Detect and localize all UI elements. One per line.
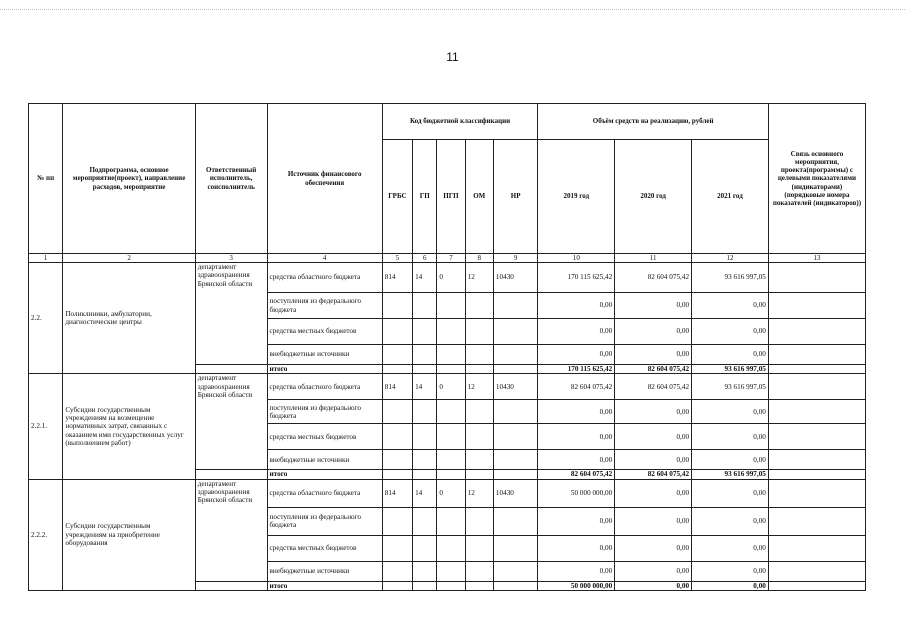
colnum: 13 bbox=[768, 254, 865, 263]
y2021-cell: 0,00 bbox=[692, 450, 769, 470]
header-executor: Ответственный исполнитель, соисполнитель bbox=[195, 104, 267, 254]
y2019-cell: 50 000 000,00 bbox=[538, 479, 615, 507]
y2019-cell: 0,00 bbox=[538, 319, 615, 345]
y2019-cell: 0,00 bbox=[538, 400, 615, 424]
total-y2019: 50 000 000,00 bbox=[538, 581, 615, 590]
page-number: 11 bbox=[446, 50, 459, 64]
y2019-cell: 0,00 bbox=[538, 293, 615, 319]
grbs-cell: 814 bbox=[382, 479, 412, 507]
total-label: итого bbox=[267, 470, 382, 479]
header-budget-code: Код бюджетной классификации bbox=[382, 104, 538, 140]
source-cell: внебюджетные источники bbox=[267, 450, 382, 470]
y2020-cell: 0,00 bbox=[615, 479, 692, 507]
total-label: итого bbox=[267, 365, 382, 374]
source-cell: поступления из федерального бюджета bbox=[267, 507, 382, 535]
y2021-cell: 0,00 bbox=[692, 293, 769, 319]
colnum: 7 bbox=[437, 254, 465, 263]
om-cell: 12 bbox=[465, 374, 493, 400]
y2021-cell: 0,00 bbox=[692, 424, 769, 450]
y2019-cell: 0,00 bbox=[538, 345, 615, 365]
colnum: 2 bbox=[63, 254, 195, 263]
np-cell: 10430 bbox=[493, 479, 538, 507]
gp-cell: 14 bbox=[413, 479, 437, 507]
y2020-cell: 0,00 bbox=[615, 319, 692, 345]
item-code: 2.2. bbox=[29, 263, 63, 374]
item-executor: департамент здравоохранения Брянской области bbox=[195, 479, 267, 581]
item-title: Поликлиники, амбулатории, диагностические центры bbox=[63, 263, 195, 374]
y2020-cell: 0,00 bbox=[615, 424, 692, 450]
header-y2019: 2019 год bbox=[538, 140, 615, 254]
colnum: 3 bbox=[195, 254, 267, 263]
item-executor: департамент здравоохранения Брянской области bbox=[195, 263, 267, 365]
y2021-cell: 0,00 bbox=[692, 479, 769, 507]
om-cell: 12 bbox=[465, 479, 493, 507]
y2019-cell: 0,00 bbox=[538, 535, 615, 561]
source-cell: средства местных бюджетов bbox=[267, 319, 382, 345]
np-cell: 10430 bbox=[493, 263, 538, 293]
y2021-cell: 93 616 997,05 bbox=[692, 374, 769, 400]
source-cell: средства местных бюджетов bbox=[267, 424, 382, 450]
header-source: Источник финансового обеспечения bbox=[267, 104, 382, 254]
y2021-cell: 0,00 bbox=[692, 507, 769, 535]
scan-edge bbox=[0, 9, 905, 11]
table-row bbox=[29, 263, 866, 293]
grbs-cell: 814 bbox=[382, 374, 412, 400]
om-cell: 12 bbox=[465, 263, 493, 293]
total-y2021: 93 616 997,05 bbox=[692, 470, 769, 479]
item-code: 2.2.1. bbox=[29, 374, 63, 479]
pgp-cell: 0 bbox=[437, 479, 465, 507]
colnum: 11 bbox=[615, 254, 692, 263]
y2021-cell: 0,00 bbox=[692, 345, 769, 365]
y2021-cell: 0,00 bbox=[692, 561, 769, 581]
colnum: 6 bbox=[413, 254, 437, 263]
source-cell: внебюджетные источники bbox=[267, 345, 382, 365]
source-cell: средства областного бюджета bbox=[267, 479, 382, 507]
y2019-cell: 82 604 075,42 bbox=[538, 374, 615, 400]
header-om: ОМ bbox=[465, 140, 493, 254]
y2020-cell: 0,00 bbox=[615, 507, 692, 535]
y2020-cell: 0,00 bbox=[615, 450, 692, 470]
colnum: 5 bbox=[382, 254, 412, 263]
source-cell: поступления из федерального бюджета bbox=[267, 400, 382, 424]
header-subprogram: Подпрограмма, основное мероприятие(проект), направление расходов, мероприятие bbox=[63, 104, 195, 254]
source-cell: внебюджетные источники bbox=[267, 561, 382, 581]
y2021-cell: 0,00 bbox=[692, 400, 769, 424]
y2019-cell: 0,00 bbox=[538, 450, 615, 470]
header-y2021: 2021 год bbox=[692, 140, 769, 254]
y2020-cell: 0,00 bbox=[615, 345, 692, 365]
y2020-cell: 0,00 bbox=[615, 400, 692, 424]
total-y2021: 93 616 997,05 bbox=[692, 365, 769, 374]
source-cell: средства областного бюджета bbox=[267, 374, 382, 400]
grbs-cell: 814 bbox=[382, 263, 412, 293]
total-y2020: 82 604 075,42 bbox=[615, 365, 692, 374]
header-pgp: ПГП bbox=[437, 140, 465, 254]
source-cell: поступления из федерального бюджета bbox=[267, 293, 382, 319]
pgp-cell: 0 bbox=[437, 263, 465, 293]
link-cell bbox=[768, 263, 865, 293]
y2019-cell: 170 115 625,42 bbox=[538, 263, 615, 293]
y2019-cell: 0,00 bbox=[538, 507, 615, 535]
source-cell: средства областного бюджета bbox=[267, 263, 382, 293]
header-np: НР bbox=[493, 140, 538, 254]
colnum: 10 bbox=[538, 254, 615, 263]
y2020-cell: 0,00 bbox=[615, 293, 692, 319]
header-grbs: ГРБС bbox=[382, 140, 412, 254]
table-row bbox=[29, 479, 866, 507]
pgp-cell: 0 bbox=[437, 374, 465, 400]
colnum: 12 bbox=[692, 254, 769, 263]
total-y2019: 170 115 625,42 bbox=[538, 365, 615, 374]
y2020-cell: 0,00 bbox=[615, 561, 692, 581]
np-cell: 10430 bbox=[493, 374, 538, 400]
colnum: 4 bbox=[267, 254, 382, 263]
header-y2020: 2020 год bbox=[615, 140, 692, 254]
total-y2020: 0,00 bbox=[615, 581, 692, 590]
total-label: итого bbox=[267, 581, 382, 590]
y2019-cell: 0,00 bbox=[538, 424, 615, 450]
y2020-cell: 0,00 bbox=[615, 535, 692, 561]
gp-cell: 14 bbox=[413, 374, 437, 400]
y2020-cell: 82 604 075,42 bbox=[615, 263, 692, 293]
y2021-cell: 0,00 bbox=[692, 535, 769, 561]
item-code: 2.2.2. bbox=[29, 479, 63, 590]
colnum: 8 bbox=[465, 254, 493, 263]
source-cell: средства местных бюджетов bbox=[267, 535, 382, 561]
total-y2021: 0,00 bbox=[692, 581, 769, 590]
y2021-cell: 0,00 bbox=[692, 319, 769, 345]
total-y2019: 82 604 075,42 bbox=[538, 470, 615, 479]
budget-table bbox=[28, 103, 866, 591]
item-executor: департамент здравоохранения Брянской области bbox=[195, 374, 267, 470]
budget-table-frame bbox=[28, 103, 866, 595]
colnum: 1 bbox=[29, 254, 63, 263]
header-gp: ГП bbox=[413, 140, 437, 254]
item-title: Субсидии государственным учреждениям на возмещение нормативных затрат, связанных с оказанием ими государственных услуг (выполнением работ) bbox=[63, 374, 195, 479]
header-link: Связь основного мероприятия, проекта(программы) с целевыми показателями (индикаторами) (порядковые номера показателей (индикаторов)) bbox=[768, 104, 865, 254]
column-numbers-row bbox=[29, 254, 866, 263]
item-title: Субсидии государственным учреждениям на приобретение оборудования bbox=[63, 479, 195, 590]
header-volume: Объём средств на реализацию, рублей bbox=[538, 104, 768, 140]
table-row bbox=[29, 374, 866, 400]
total-y2020: 82 604 075,42 bbox=[615, 470, 692, 479]
colnum: 9 bbox=[493, 254, 538, 263]
y2019-cell: 0,00 bbox=[538, 561, 615, 581]
header-no: № пп bbox=[29, 104, 63, 254]
gp-cell: 14 bbox=[413, 263, 437, 293]
y2020-cell: 82 604 075,42 bbox=[615, 374, 692, 400]
y2021-cell: 93 616 997,05 bbox=[692, 263, 769, 293]
